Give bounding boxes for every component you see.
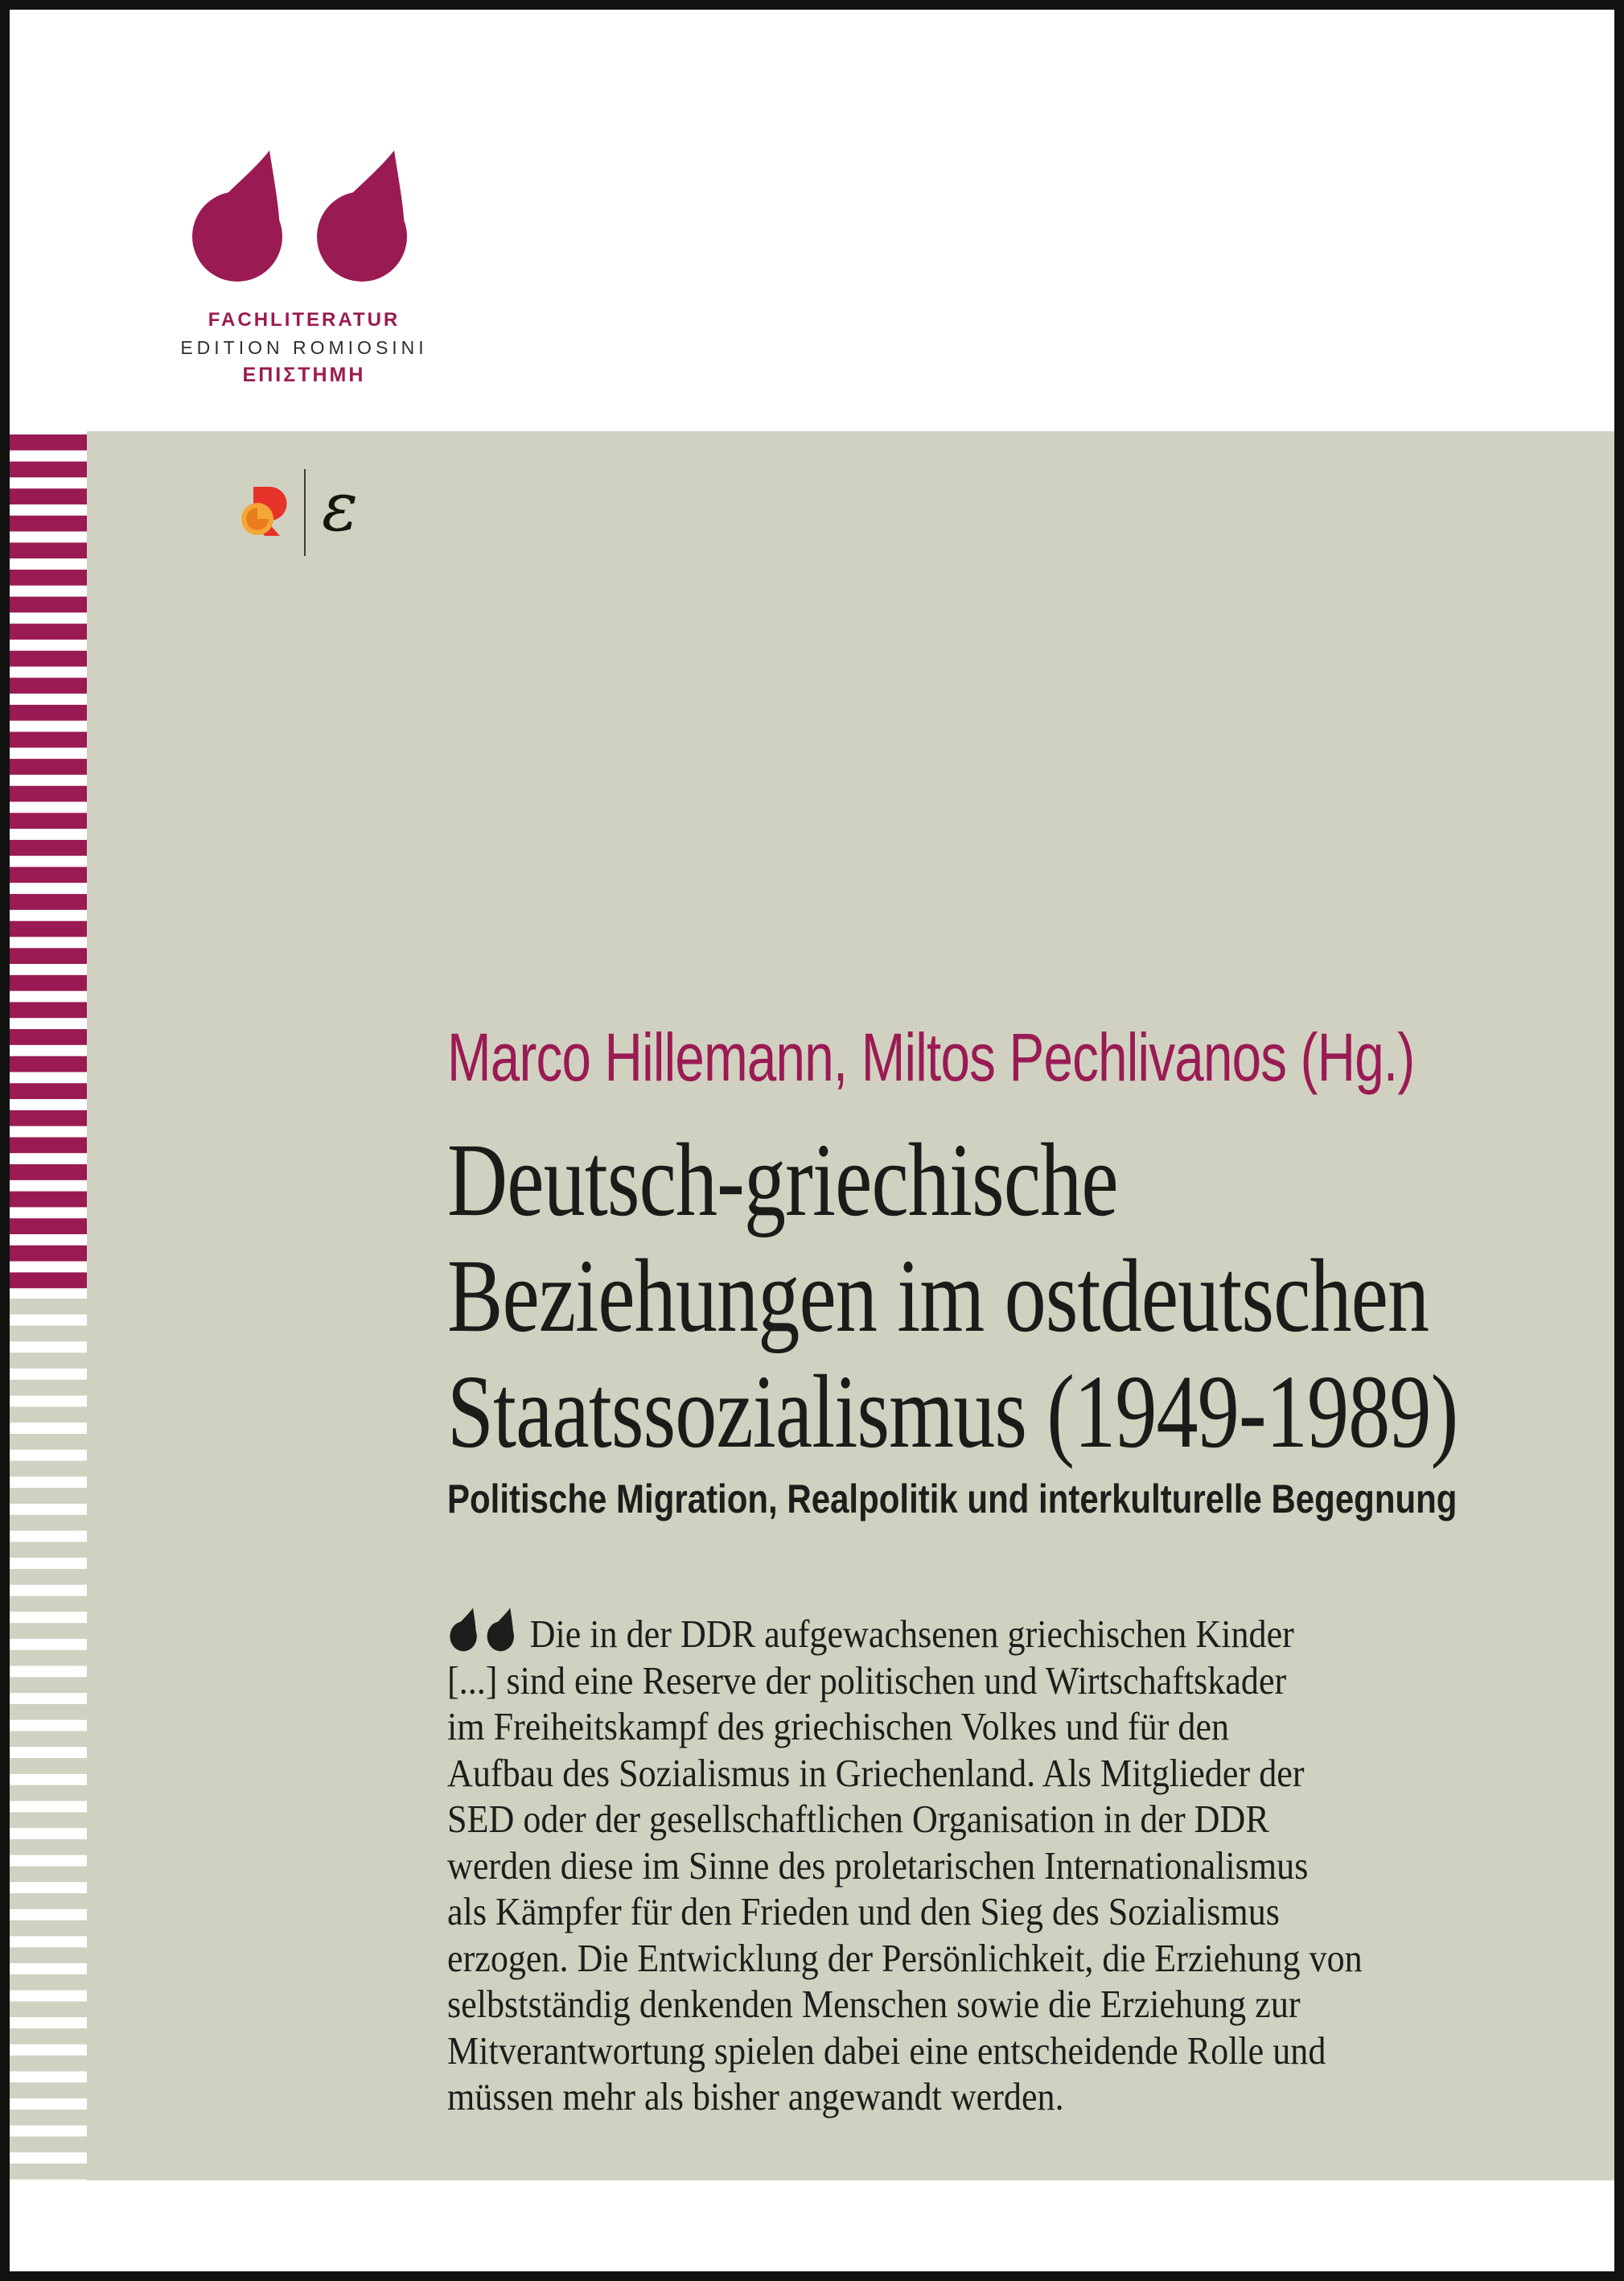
quote-line [447,1608,1363,1657]
quote-line: Aufbau des Sozialismus in Griechenland. Als Mitglieder der [447,1750,1305,1795]
quote-marks-small-icon [447,1608,520,1652]
left-stripes-white [10,1299,87,2180]
title-line-3: Staatssozialismus (1949-1989) [447,1354,1458,1470]
quote-line: selbstständig denkenden Menschen sowie die Erziehung zur [447,1982,1301,2026]
quote-line: als Kämpfer für den Frieden und den Sieg des Sozialismus [447,1889,1280,1933]
quote-line: werden diese im Sinne des proletarischen Internationalismus [447,1843,1309,1888]
quote-block [447,1608,1464,2120]
quote-line: im Freiheitskampf des griechischen Volkes und für den [447,1704,1230,1748]
quote-marks-icon [190,150,419,283]
quote-line: [...] sind eine Reserve der politischen und Wirtschaftskader [447,1657,1287,1703]
left-stripes-maroon [10,431,87,1299]
quote-line: SED oder der gesellschaftlichen Organisation in der DDR [447,1797,1269,1841]
quote-line: müssen mehr als bisher angewandt werden. [447,2074,1064,2118]
greek-series-label: ΕΠΙΣΤΗΜΗ [242,364,366,386]
subtitle: Politische Migration, Realpolitik und interkulturelle Begegnung [447,1476,1457,1521]
edition-romiosini-monogram-icon [241,486,294,537]
quote-line: Mitverantwortung spielen dabei eine entscheidende Rolle und [447,2028,1326,2073]
title-line-1: Deutsch-griechische [447,1122,1118,1238]
publisher-name: EDITION ROMIOSINI [180,337,428,358]
logo-divider-line [304,469,306,556]
title-line-2: Beziehungen im ostdeutschen [447,1238,1429,1354]
epsilon-logo: ε [322,467,359,546]
quote-line: erzogen. Die Entwicklung der Persönlichkeit, die Erziehung von [447,1935,1363,1980]
publisher-brand-block [143,150,465,387]
quote-text: Die in der DDR aufgewachsenen griechischen Kinder [529,1612,1294,1656]
authors-line: Marco Hillemann, Miltos Pechlivanos (Hg.) [447,1019,1415,1095]
footer-panel [10,2180,1614,2271]
series-label: FACHLITERATUR [208,309,401,331]
